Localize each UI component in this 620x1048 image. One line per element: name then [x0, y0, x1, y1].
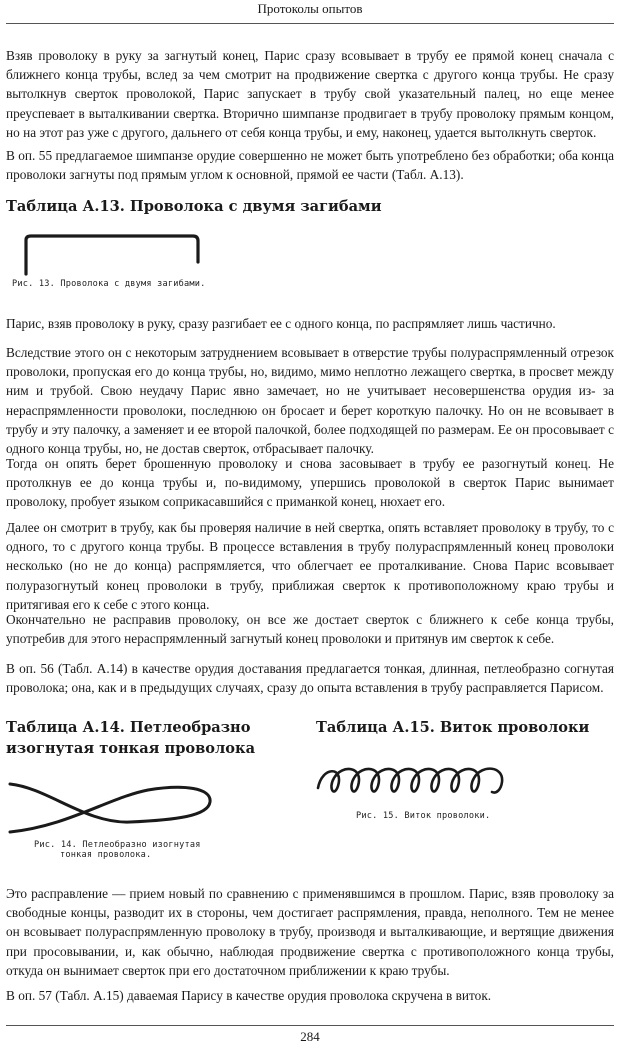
- figure-15-caption: Рис. 15. Виток проволоки.: [356, 811, 491, 821]
- page-footer: [6, 1025, 614, 1045]
- table-a15-heading: Таблица А.15. Виток проволоки: [316, 719, 590, 736]
- running-header: [6, 0, 614, 24]
- paragraph-6: Далее он смотрит в трубу, как бы проверяя наличие в ней свертка, опять вставляет проволоку в трубу, то с одного, то с другого конца трубы. В процессе вставления в трубу полураспрямленный конец проволоки несколько (но не до конца) распрямляется, что облегчает ее проталкивание. Снова Парис всовывает полуразогнутый конец проволоки в трубу, приближая сверток к противоположному краю трубы и притягивая его к себе с этого конца.: [6, 520, 614, 612]
- paragraph-3: Парис, взяв проволоку в руку, сразу разгибает ее с одного конца, по распрямляет лишь частично.: [6, 316, 556, 331]
- paragraph-7: Окончательно не расправив проволоку, он все же достает сверток с ближнего к себе конца трубы, употребив для этого нераспрямленный загнутый конец проволоки и притянув им сверток к себе.: [6, 612, 614, 647]
- running-header-title: Протоколы опытов: [257, 1, 363, 16]
- paragraph-8: В оп. 56 (Табл. А.14) в качестве орудия доставания предлагается тонкая, длинная, петлеобразно согнутая проволока; она, как и в предыдущих случаях, сразу до опыта вставления в трубу расправляется Парисом.: [6, 661, 614, 696]
- page-number: 284: [300, 1029, 320, 1044]
- loop-wire-icon: [8, 776, 218, 838]
- figure-13-caption: Рис. 13. Проволока с двумя загибами.: [12, 279, 206, 289]
- bent-wire-icon: [22, 232, 202, 278]
- table-a13-heading: Таблица А.13. Проволока с двумя загибами: [6, 198, 382, 215]
- coil-wire-figure: [314, 758, 514, 802]
- figure-14-caption: [34, 840, 234, 860]
- paragraph-10: В оп. 57 (Табл. А.15) даваемая Парису в качестве орудия проволока скручена в виток.: [6, 988, 492, 1003]
- bent-wire-figure: [22, 232, 202, 278]
- paragraph-5: Тогда он опять берет брошенную проволоку и снова засовывает в трубу ее разогнутый конец. Не протолкнув ее до конца трубы и, по-видимому, упершись проволокой в сверток Парис вынимает проволоку, пробует языком соприкасавшийся с приманкой конец, нюхает его.: [6, 456, 614, 510]
- coil-wire-icon: [314, 758, 514, 802]
- table-a14-heading: Таблица А.14. Петлеобразно изогнутая тонкая проволока: [6, 719, 256, 757]
- paragraph-1: Взяв проволоку в руку за загнутый конец, Парис сразу всовывает в трубу ее прямой конец сначала с ближнего конца трубы, вслед за чем смотрит на продвижение свертка с другого конца трубы. Не сразу вытолкнув сверток проволокой, Парис запускает в трубу свой указательный палец, но еще менее преуспевает в выталкивании свертка. Вторично шимпанзе продвигает в трубу проволоку прямым концом, но на этот раз уже с другого, дальнего от себя конца трубы, и ему, наконец, удается вытолкнуть сверток.: [6, 48, 614, 140]
- figure-14-caption-line-2: тонкая проволока.: [60, 850, 152, 860]
- loop-wire-figure: [8, 776, 218, 838]
- paragraph-2: В оп. 55 предлагаемое шимпанзе орудие совершенно не может быть употреблено без обработки; оба конца проволоки загнуты под прямым углом к основной, прямой ее части (Табл. А.13).: [6, 148, 614, 183]
- paragraph-4: Вследствие этого он с некоторым затруднением всовывает в отверстие трубы полураспрямленный отрезок проволоки, пропуская его до конца трубы, но, видимо, мимо неплотно лежащего свертка, в просвет между ним и трубой. Свою неудачу Парис явно замечает, но не учитывает несовершенства орудия из- за нераспрямленности проволоки, последнюю он бросает и берет короткую палочку. Но он не всовывает в трубу и эту палочку, а заменяет и ее второй палочкой, более подходящей по размерам. Ее он просовывает с одного конца трубы, но, не достав сверток, отбрасывает палочку.: [6, 345, 614, 457]
- paragraph-9: Это расправление — прием новый по сравнению с применявшимся в прошлом. Парис, взяв проволоку за свободные концы, разводит их в стороны, чем достигает распрямления, правда, неполного. Тем не менее он всовывает полураспрямленную проволоку в трубу, производя и выталкивающие, и вертящие движения при просовывании, и, как обычно, наблюдая продвижение свертка с противоположного конца трубы, откуда он вынимает сверток при его достаточном приближении к краю трубы.: [6, 886, 614, 978]
- figure-14-caption-line-1: Рис. 14. Петлеобразно изогнутая: [34, 840, 201, 850]
